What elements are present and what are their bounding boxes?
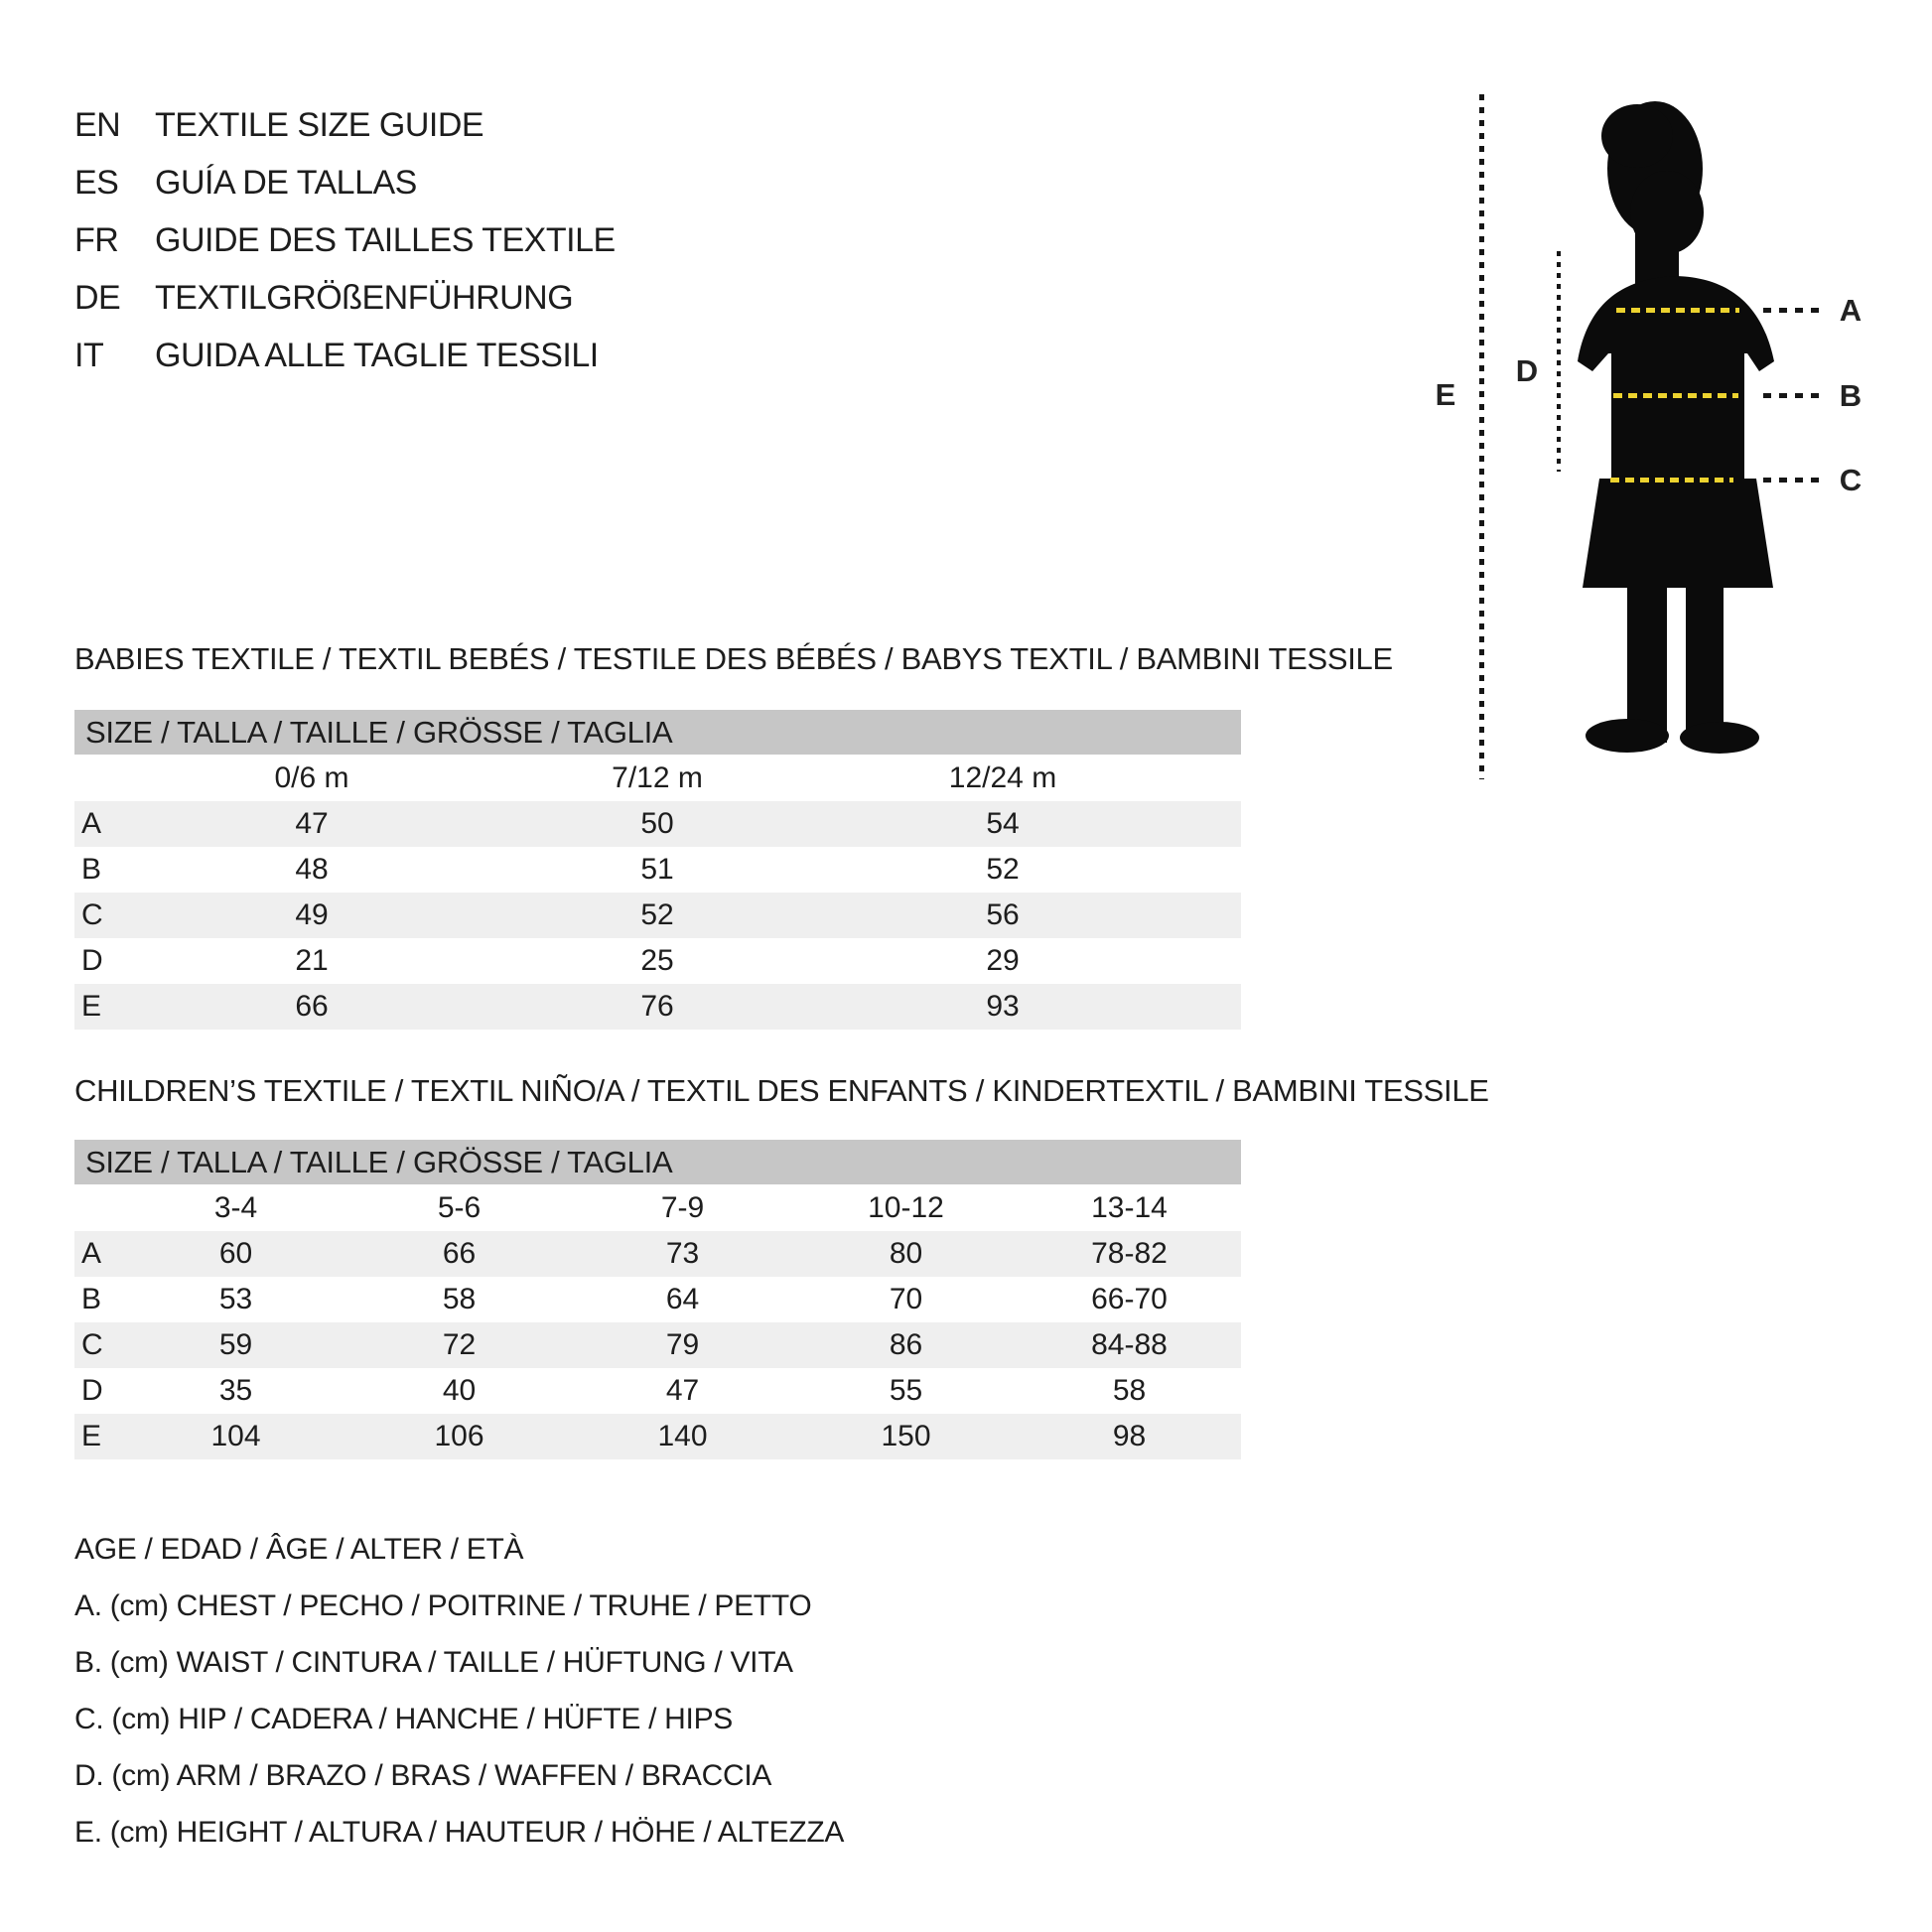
row-label: B: [81, 853, 102, 886]
size-value: 25: [640, 944, 674, 977]
measurement-legend: [74, 1521, 844, 1861]
spacer-cell: [1175, 938, 1241, 984]
size-value: 66: [347, 1231, 571, 1277]
spacer-cell: [1175, 755, 1241, 801]
hip-connector-dots: [1763, 478, 1821, 483]
child-silhouette: [1566, 91, 1789, 757]
row-label: E: [74, 984, 139, 1030]
language-row: [74, 211, 616, 269]
size-value: 72: [347, 1322, 571, 1368]
column-header: 13-14: [1091, 1190, 1168, 1224]
column-header-row: [74, 1184, 1241, 1231]
babies-size-header-bar: SIZE / TALLA / TAILLE / GRÖSSE / TAGLIA: [74, 710, 1241, 755]
measure-label-waist: B: [1839, 378, 1863, 413]
row-label: C: [74, 893, 139, 938]
size-value: 58: [1112, 1374, 1147, 1407]
guide-title-es: GUÍA DE TALLAS: [155, 163, 417, 202]
babies-size-table: [74, 755, 1241, 1030]
size-row-E: [74, 1414, 1241, 1459]
size-value: 104: [124, 1414, 347, 1459]
size-value: 79: [571, 1322, 794, 1368]
size-value: 78-82: [1018, 1231, 1241, 1277]
size-row-C: [74, 893, 1241, 938]
row-label: D: [81, 1374, 103, 1407]
size-value: 64: [665, 1283, 700, 1315]
size-value: 55: [889, 1374, 923, 1407]
size-value: 76: [484, 984, 830, 1030]
row-label-spacer: [74, 755, 139, 801]
language-code: FR: [74, 220, 119, 259]
measure-label-height: E: [1435, 377, 1456, 412]
size-value: 106: [347, 1414, 571, 1459]
arm-measure-dotted-line: [1557, 251, 1561, 472]
spacer-cell: [1175, 847, 1241, 893]
size-row-B: [74, 1277, 1241, 1322]
measure-label-hip: C: [1839, 463, 1863, 497]
language-row: [74, 96, 616, 154]
size-value: 35: [218, 1374, 253, 1407]
spacer-cell: [1175, 984, 1241, 1030]
column-header: 7/12 m: [612, 760, 703, 794]
children-section-heading: CHILDREN’S TEXTILE / TEXTIL NIÑO/A / TEXTIL DES ENFANTS / KINDERTEXTIL / BAMBINI TESSILE: [74, 1073, 1489, 1108]
size-value: 52: [484, 893, 830, 938]
guide-title-en: TEXTILE SIZE GUIDE: [155, 105, 484, 144]
size-value: 29: [986, 944, 1020, 977]
legend-age: AGE / EDAD / ÂGE / ALTER / ETÀ: [74, 1533, 524, 1566]
measure-label-chest: A: [1839, 293, 1863, 328]
size-value: 73: [571, 1231, 794, 1277]
row-label: D: [81, 944, 103, 977]
size-value: 58: [442, 1283, 477, 1315]
size-row-C: [74, 1322, 1241, 1368]
size-value: 84-88: [1018, 1322, 1241, 1368]
size-row-D: [74, 938, 1241, 984]
language-code: EN: [74, 105, 121, 144]
size-row-A: [74, 1231, 1241, 1277]
size-row-A: [74, 801, 1241, 847]
size-value: 140: [571, 1414, 794, 1459]
size-row-E: [74, 984, 1241, 1030]
size-value: 93: [830, 984, 1175, 1030]
size-value: 48: [295, 853, 329, 886]
guide-title-de: TEXTILGRÖßENFÜHRUNG: [155, 278, 574, 317]
row-label: E: [74, 1414, 124, 1459]
column-header: 5-6: [437, 1190, 482, 1224]
guide-title-it: GUIDA ALLE TAGLIE TESSILI: [155, 336, 599, 374]
waist-measure-yellow-line: [1613, 393, 1738, 398]
row-label: A: [74, 1231, 124, 1277]
column-header: 3-4: [213, 1190, 258, 1224]
babies-section-heading: BABIES TEXTILE / TEXTIL BEBÉS / TESTILE DES BÉBÉS / BABYS TEXTIL / BAMBINI TESSILE: [74, 641, 1393, 676]
row-label: A: [74, 801, 139, 847]
language-title-block: [74, 96, 616, 384]
size-value: 60: [124, 1231, 347, 1277]
column-header: 12/24 m: [948, 760, 1057, 794]
size-value: 98: [1018, 1414, 1241, 1459]
measure-label-arm: D: [1515, 353, 1539, 388]
language-row: [74, 269, 616, 327]
size-value: 50: [484, 801, 830, 847]
legend-hip: C. (cm) HIP / CADERA / HANCHE / HÜFTE / HIPS: [74, 1703, 733, 1735]
language-code: ES: [74, 163, 119, 202]
height-measure-dotted-line: [1479, 94, 1484, 779]
legend-waist: B. (cm) WAIST / CINTURA / TAILLE / HÜFTUNG / VITA: [74, 1646, 793, 1679]
size-value: 51: [640, 853, 674, 886]
chest-connector-dots: [1763, 308, 1821, 313]
language-row: [74, 154, 616, 211]
row-label: B: [81, 1283, 102, 1315]
size-value: 66-70: [1091, 1283, 1168, 1315]
language-row: [74, 327, 616, 384]
hip-measure-yellow-line: [1610, 478, 1733, 483]
size-value: 21: [295, 944, 329, 977]
children-size-header-bar: SIZE / TALLA / TAILLE / GRÖSSE / TAGLIA: [74, 1140, 1241, 1184]
size-value: 70: [889, 1283, 923, 1315]
size-value: 40: [442, 1374, 477, 1407]
size-value: 47: [139, 801, 484, 847]
size-row-B: [74, 847, 1241, 893]
language-code: DE: [74, 278, 121, 317]
spacer-cell: [1175, 801, 1241, 847]
size-value: 53: [218, 1283, 253, 1315]
column-header: 10-12: [868, 1190, 944, 1224]
size-value: 86: [794, 1322, 1018, 1368]
row-label-spacer: [74, 1184, 124, 1231]
size-value: 66: [139, 984, 484, 1030]
size-value: 59: [124, 1322, 347, 1368]
legend-arm: D. (cm) ARM / BRAZO / BRAS / WAFFEN / BRACCIA: [74, 1759, 772, 1792]
size-value: 150: [794, 1414, 1018, 1459]
chest-measure-yellow-line: [1616, 308, 1739, 313]
size-value: 52: [986, 853, 1020, 886]
child-silhouette-graphic: [1566, 91, 1789, 757]
size-value: 54: [830, 801, 1175, 847]
waist-connector-dots: [1763, 393, 1821, 398]
spacer-cell: [1175, 893, 1241, 938]
guide-title-fr: GUIDE DES TAILLES TEXTILE: [155, 220, 616, 259]
size-value: 47: [665, 1374, 700, 1407]
size-value: 49: [139, 893, 484, 938]
legend-chest: A. (cm) CHEST / PECHO / POITRINE / TRUHE / PETTO: [74, 1589, 812, 1622]
size-value: 56: [830, 893, 1175, 938]
row-label: C: [74, 1322, 124, 1368]
size-row-D: [74, 1368, 1241, 1414]
size-value: 80: [794, 1231, 1018, 1277]
column-header: 7-9: [660, 1190, 705, 1224]
column-header: 0/6 m: [274, 760, 349, 794]
language-code: IT: [74, 336, 104, 374]
legend-height: E. (cm) HEIGHT / ALTURA / HAUTEUR / HÖHE / ALTEZZA: [74, 1816, 845, 1849]
column-header-row: [74, 755, 1241, 801]
children-size-table: [74, 1184, 1241, 1459]
